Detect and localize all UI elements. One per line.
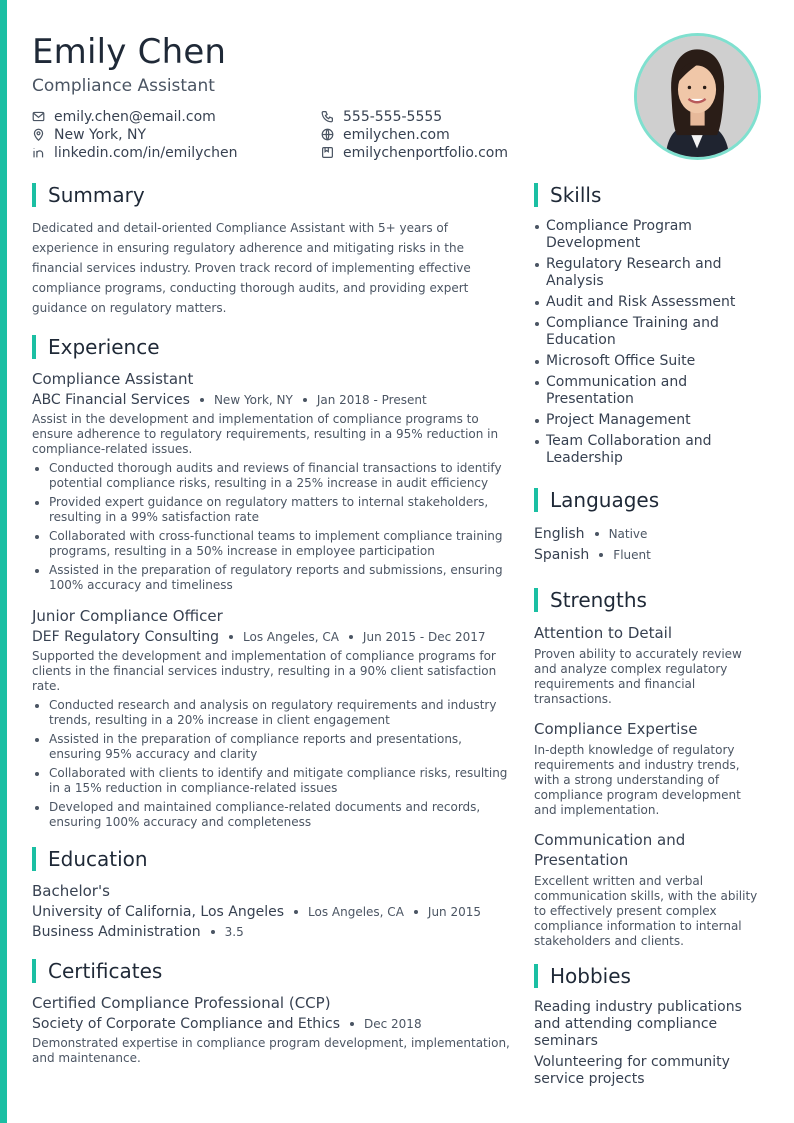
job-title: Compliance Assistant (32, 76, 215, 96)
job-entry (32, 607, 510, 830)
school-name: University of California, Los Angeles (32, 904, 285, 920)
certificate-description: Demonstrated expertise in compliance program development, implementation, and maintenance. (32, 1036, 510, 1065)
job-company: ABC Financial Services (32, 392, 190, 408)
bullet-item: Assisted in the preparation of regulatory reports and submissions, ensuring 100% accuracy and timeliness (32, 563, 510, 593)
separator-dot (350, 1022, 354, 1026)
summary-heading (32, 182, 510, 208)
bullet-item: Collaborated with clients to identify and mitigate compliance risks, resulting in a 15% reduction in compliance-related issues (32, 766, 510, 796)
separator-dot (414, 910, 418, 914)
section-marker (534, 588, 538, 612)
certificates-heading-text: Certificates (48, 959, 163, 983)
section-marker (32, 183, 36, 207)
hobbies-heading-text: Hobbies (550, 964, 631, 988)
bullet-item: Conducted thorough audits and reviews of financial transactions to identify potential compliance risks, resulting in a 25% increase in audit efficiency (32, 461, 510, 491)
strength-item (534, 719, 764, 818)
strength-description: In-depth knowledge of regulatory requirements and industry trends, with a strong understanding of compliance program development and implementation. (534, 743, 741, 817)
strength-description: Proven ability to accurately review and analyze complex regulatory requirements and financial transactions. (534, 647, 742, 706)
skills-heading (534, 182, 764, 208)
skills-section (534, 182, 764, 467)
skills-heading-text: Skills (550, 183, 602, 207)
hobby-item: Reading industry publications and attending compliance seminars (534, 999, 742, 1049)
job-company: DEF Regulatory Consulting (32, 629, 220, 645)
separator-dot (294, 910, 298, 914)
experience-heading-text: Experience (48, 335, 160, 359)
skill-item: Compliance Program Development (534, 218, 764, 252)
mail-icon (32, 110, 45, 123)
resume-header (32, 32, 592, 161)
bullet-item: Provided expert guidance on regulatory matters to internal stakeholders, resulting in a 99% satisfaction rate (32, 495, 510, 525)
job-bullets (32, 461, 510, 593)
education-heading-text: Education (48, 847, 148, 871)
bullet-item: Developed and maintained compliance-related documents and records, ensuring 100% accuracy and completeness (32, 800, 510, 830)
job-dates: Jan 2018 - Present (316, 393, 427, 407)
skill-item: Compliance Training and Education (534, 315, 764, 349)
languages-heading (534, 487, 764, 513)
section-marker (534, 183, 538, 207)
bullet-item: Conducted research and analysis on regulatory requirements and industry trends, resulting in a 20% increase in client engagement (32, 698, 510, 728)
skill-item: Regulatory Research and Analysis (534, 256, 764, 290)
contact-linkedin[interactable] (32, 144, 321, 161)
linkedin-text: linkedin.com/in/emilychen (54, 144, 238, 161)
contact-email[interactable] (32, 108, 321, 125)
language-name: Spanish (534, 546, 590, 563)
graduation-date: Jun 2015 (427, 905, 482, 919)
separator-dot (303, 398, 307, 402)
portfolio-text: emilychenportfolio.com (343, 144, 509, 161)
profile-photo (634, 33, 761, 160)
summary-text: Dedicated and detail-oriented Compliance Assistant with 5+ years of experience in ensuring regulatory adherence and mitigating risks in the financial services industry. Proven track record of implementing effective compliance programs, conducting thorough audits, and providing expert guidance on regulatory matters. (32, 221, 471, 315)
education-section (32, 846, 510, 940)
language-level: Native (608, 526, 648, 541)
field-meta (32, 924, 510, 940)
hobby-item: Volunteering for community service projects (534, 1054, 730, 1087)
location-text: New York, NY (54, 126, 147, 143)
email-text: emily.chen@email.com (54, 108, 216, 125)
phone-text: 555-555-5555 (343, 108, 443, 125)
left-column (32, 182, 510, 1066)
contact-phone[interactable] (321, 108, 591, 125)
job-description: Assist in the development and implementation of compliance programs to ensure adherence to regulatory requirements, resulting in a 95% reduction in compliance-related issues. (32, 412, 499, 456)
language-item (534, 523, 764, 544)
hobbies-section (534, 963, 764, 1088)
separator-dot (211, 930, 215, 934)
education-meta (32, 904, 510, 920)
education-heading (32, 846, 510, 872)
phone-icon (321, 110, 334, 123)
language-level: Fluent (613, 547, 651, 562)
language-name: English (534, 525, 585, 542)
strength-title: Compliance Expertise (534, 720, 698, 738)
hobbies-heading (534, 963, 764, 989)
profile-photo-illustration (637, 36, 758, 157)
language-item (534, 544, 764, 565)
website-text: emilychen.com (343, 126, 450, 143)
experience-section (32, 334, 510, 830)
field-of-study: Business Administration (32, 924, 201, 940)
job-entry (32, 370, 510, 593)
skill-item: Microsoft Office Suite (534, 353, 764, 370)
job-role: Compliance Assistant (32, 370, 194, 388)
separator-dot (595, 532, 599, 536)
bullet-item: Assisted in the preparation of compliance reports and presentations, ensuring 95% accuracy and clarity (32, 732, 510, 762)
languages-section (534, 487, 764, 565)
skill-item: Communication and Presentation (534, 374, 764, 408)
certificates-heading (32, 958, 510, 984)
skill-item: Audit and Risk Assessment (534, 294, 764, 311)
job-role: Junior Compliance Officer (32, 607, 223, 625)
right-column (534, 182, 764, 1092)
location-pin-icon (32, 128, 45, 141)
globe-icon (321, 128, 334, 141)
certificate-name: Certified Compliance Professional (CCP) (32, 994, 331, 1012)
strength-item (534, 623, 764, 707)
job-description: Supported the development and implementation of compliance programs for clients in the financial services industry, resulting in a 90% client satisfaction rate. (32, 649, 497, 693)
certificate-meta (32, 1016, 510, 1032)
separator-dot (200, 398, 204, 402)
skill-item: Project Management (534, 412, 764, 429)
strength-title: Communication and Presentation (534, 831, 686, 869)
job-location: Los Angeles, CA (243, 630, 339, 644)
portfolio-icon (321, 146, 334, 159)
job-location: New York, NY (213, 393, 293, 407)
contact-website[interactable] (321, 126, 591, 143)
languages-heading-text: Languages (550, 488, 660, 512)
experience-heading (32, 334, 510, 360)
linkedin-icon (32, 146, 45, 159)
skills-list (534, 218, 764, 467)
separator-dot (229, 635, 233, 639)
certificate-date: Dec 2018 (364, 1017, 422, 1031)
skill-item: Team Collaboration and Leadership (534, 433, 764, 467)
contact-list (32, 108, 592, 161)
section-marker (32, 335, 36, 359)
strength-description: Excellent written and verbal communication skills, with the ability to effectively present complex compliance information to internal stakeholders and clients. (534, 874, 758, 948)
job-bullets (32, 698, 510, 830)
certificates-section (32, 958, 510, 1066)
certificate-issuer: Society of Corporate Compliance and Ethics (32, 1016, 340, 1032)
school-location: Los Angeles, CA (308, 905, 404, 919)
contact-location (32, 126, 321, 143)
strengths-heading (534, 587, 764, 613)
summary-section (32, 182, 510, 318)
strength-item (534, 830, 764, 949)
summary-heading-text: Summary (48, 183, 145, 207)
job-meta (32, 629, 510, 645)
bullet-item: Collaborated with cross-functional teams to implement compliance training programs, resulting in a 50% increase in employee participation (32, 529, 510, 559)
job-dates: Jun 2015 - Dec 2017 (362, 630, 486, 644)
contact-portfolio[interactable] (321, 144, 591, 161)
separator-dot (599, 553, 603, 557)
section-marker (534, 964, 538, 988)
candidate-name: Emily Chen (32, 32, 227, 72)
strengths-section (534, 587, 764, 949)
section-marker (32, 959, 36, 983)
job-meta (32, 392, 510, 408)
strengths-heading-text: Strengths (550, 588, 647, 612)
separator-dot (349, 635, 353, 639)
strength-title: Attention to Detail (534, 624, 673, 642)
gpa: 3.5 (224, 925, 244, 939)
degree: Bachelor's (32, 882, 110, 900)
section-marker (32, 847, 36, 871)
section-marker (534, 488, 538, 512)
accent-bar (0, 0, 7, 1123)
